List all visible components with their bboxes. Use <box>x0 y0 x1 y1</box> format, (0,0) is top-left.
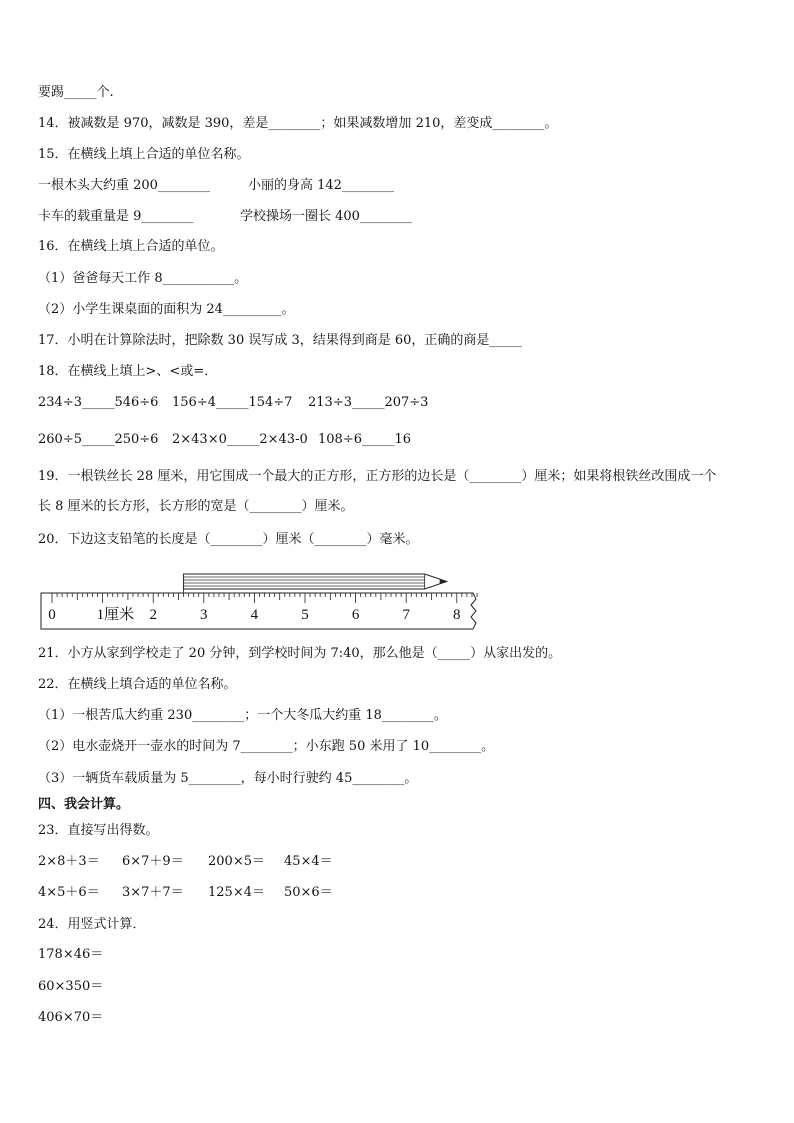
ruler-label: 0 <box>48 607 56 623</box>
q13-continuation: 要踢_____个. <box>38 85 114 100</box>
question-22-item-1: （1）一根苦瓜大约重 230________；一个大冬瓜大约重 18________。 <box>38 708 447 723</box>
ruler-label: 3 <box>200 607 208 623</box>
question-24-item-2: 60×350＝ <box>38 979 104 994</box>
question-18-compare-a2: 156÷4_____154÷7 <box>172 395 293 410</box>
question-23-b1: 4×5＋6＝ <box>38 885 100 900</box>
ruler-figure <box>40 565 480 633</box>
ruler-label: 4 <box>250 607 259 623</box>
question-16-item-2: （2）小学生课桌面的面积为 24_________。 <box>38 302 295 317</box>
question-15-item-d: 学校操场一圈长 400________ <box>240 209 412 224</box>
ruler-label: 6 <box>351 607 360 623</box>
question-18-compare-a1: 234÷3_____546÷6 <box>38 395 159 410</box>
pencil-lead <box>440 579 447 584</box>
question-23-a3: 200×5＝ <box>208 854 265 869</box>
pencil-body <box>184 574 447 589</box>
question-23-a2: 6×7＋9＝ <box>122 854 184 869</box>
question-24: 24．用竖式计算． <box>38 917 146 932</box>
question-15-item-a: 一根木头大约重 200________ <box>38 178 210 193</box>
ruler-label: 5 <box>301 607 309 623</box>
question-21: 21．小方从家到学校走了 20 分钟，到学校时间为 7:40，那么他是（_____）从家出发的。 <box>38 646 562 661</box>
question-16: 16．在横线上填上合适的单位。 <box>38 239 224 254</box>
ruler-label: 7 <box>402 607 410 623</box>
question-22: 22．在横线上填合适的单位名称。 <box>38 677 237 692</box>
ruler-label: 1厘米 <box>96 607 135 623</box>
pencil-icon <box>184 574 447 593</box>
question-23: 23．直接写出得数。 <box>38 823 159 838</box>
question-24-item-3: 406×70＝ <box>38 1010 104 1025</box>
question-19-line-2: 长 8 厘米的长方形，长方形的宽是（________）厘米。 <box>38 499 354 514</box>
question-15: 15．在横线上填上合适的单位名称。 <box>38 147 250 162</box>
question-15-item-c: 卡车的载重量是 9________ <box>38 209 194 224</box>
question-15-item-b: 小丽的身高 142________ <box>248 178 394 193</box>
question-23-a1: 2×8＋3＝ <box>38 854 100 869</box>
question-14: 14．被减数是 970，减数是 390，差是________；如果减数增加 210，差变成________。 <box>38 116 558 131</box>
question-22-item-3: （3）一辆货车载质量为 5________，每小时行驶约 45________。 <box>38 771 418 786</box>
question-16-item-1: （1）爸爸每天工作 8___________。 <box>38 271 248 286</box>
question-18: 18．在横线上填上>、<或=． <box>38 364 218 379</box>
question-18-compare-b1: 260÷5_____250÷6 <box>38 432 159 447</box>
section-4-heading: 四、我会计算。 <box>38 797 130 812</box>
question-23-b4: 50×6＝ <box>284 885 333 900</box>
question-18-compare-b2: 2×43×0_____2×43-0 <box>172 432 308 447</box>
question-18-compare-b3: 108÷6_____16 <box>318 432 412 447</box>
ruler-label: 8 <box>453 607 461 623</box>
question-17: 17．小明在计算除法时，把除数 30 误写成 3，结果得到商是 60，正确的商是_____ <box>38 333 522 348</box>
ruler-svg <box>40 565 480 633</box>
question-20: 20．下边这支铅笔的长度是（________）厘米（________）毫米。 <box>38 532 419 547</box>
question-22-item-2: （2）电水壶烧开一壶水的时间为 7________；小东跑 50 米用了 10________。 <box>38 739 495 754</box>
question-18-compare-a3: 213÷3_____207÷3 <box>308 395 429 410</box>
question-23-a4: 45×4＝ <box>284 854 333 869</box>
question-24-item-1: 178×46＝ <box>38 947 104 962</box>
question-23-b2: 3×7＋7＝ <box>122 885 184 900</box>
question-19-line-1: 19．一根铁丝长 28 厘米，用它围成一个最大的正方形，正方形的边长是（________）厘米；如果将根铁丝改围成一个 <box>38 469 717 484</box>
ruler-label: 2 <box>149 607 157 623</box>
question-23-b3: 125×4＝ <box>208 885 265 900</box>
